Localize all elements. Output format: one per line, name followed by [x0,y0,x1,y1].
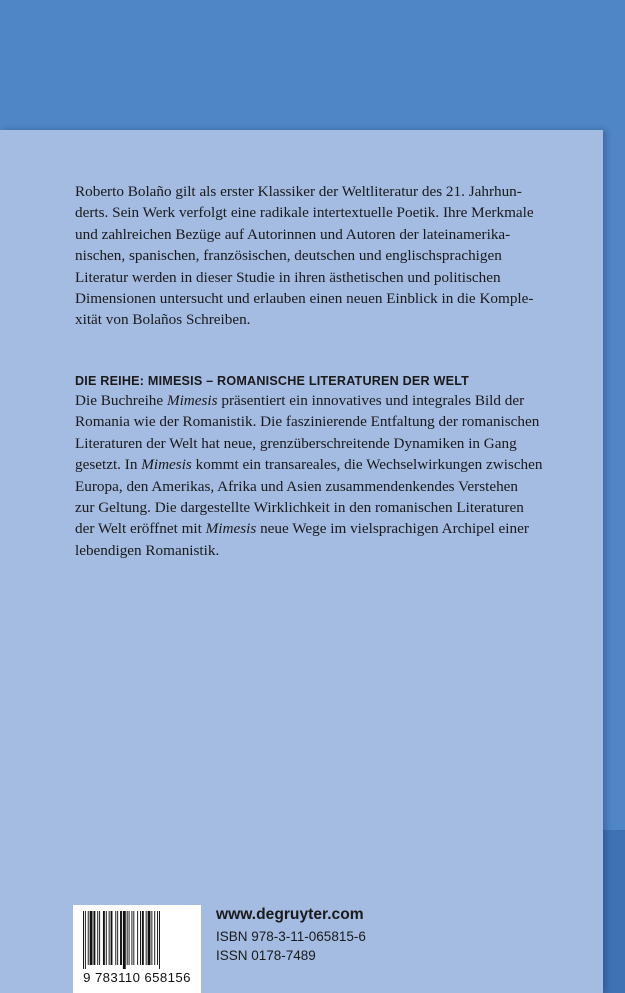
series-line: zur Geltung. Die dargestellte Wirklichkeit in den romanischen Literaturen [75,499,524,517]
series-title-italic: Mimesis [205,520,257,538]
series-text-segment: Die Buchreihe [75,392,167,409]
publisher-url[interactable]: www.degruyter.com [216,906,364,923]
series-line: Literaturen der Welt hat neue, grenzüberschreitende Dynamiken in Gang [75,434,517,452]
blurb-line: derts. Sein Werk verfolgt eine radikale intertextuelle Poetik. Ihre Merkmale [75,204,534,222]
blurb-line: Literatur werden in dieser Studie in ihren ästhetischen und politischen [75,268,501,286]
book-blurb [75,181,535,331]
issn-number: ISSN 0178-7489 [216,948,316,963]
series-text-segment: der Welt eröffnet mit [75,520,206,538]
series-text-segment: gesetzt. In [75,456,142,474]
series-line [75,390,545,411]
barcode-bars [81,911,193,969]
series-line: Romania wie der Romanistik. Die faszinierende Entfaltung der romanischen [75,413,540,431]
blurb-line: und zahlreichen Bezüge auf Autorinnen und Autoren der lateinamerika- [75,225,511,243]
isbn-number: ISBN 978-3-11-065815-6 [216,929,366,944]
barcode [73,905,201,993]
right-edge-strip [603,830,625,993]
back-cover-panel [0,130,603,993]
series-line [75,454,545,475]
blurb-line: Roberto Bolaño gilt als erster Klassiker der Weltliteratur des 21. Jahrhun- [75,183,522,200]
barcode-digits: 9 783110 658156 [83,970,191,985]
series-line: lebendigen Romanistik. [75,541,220,559]
series-text-segment: kommt ein transareales, die Wechselwirkungen zwischen [191,456,543,474]
blurb-line: xität von Bolaños Schreiben. [75,311,251,329]
blurb-line: Dimensionen untersucht und erlauben einen neuen Einblick in die Komple- [75,290,534,308]
series-title-italic: Mimesis [166,392,218,409]
series-description [75,390,545,561]
series-text-segment: präsentiert ein innovatives und integrales Bild der [217,392,525,409]
publisher-info [216,906,366,965]
blurb-line: nischen, spanischen, französischen, deutschen und englischsprachigen [75,247,502,265]
series-title-italic: Mimesis [141,456,192,474]
series-line: Europa, den Amerikas, Afrika und Asien zusammendenkendes Verstehen [75,477,518,495]
series-line [75,518,545,539]
series-heading: DIE REIHE: MIMESIS – ROMANISCHE LITERATUREN DER WELT [75,374,470,388]
series-text-segment: neue Wege im vielsprachigen Archipel einer [256,520,529,538]
